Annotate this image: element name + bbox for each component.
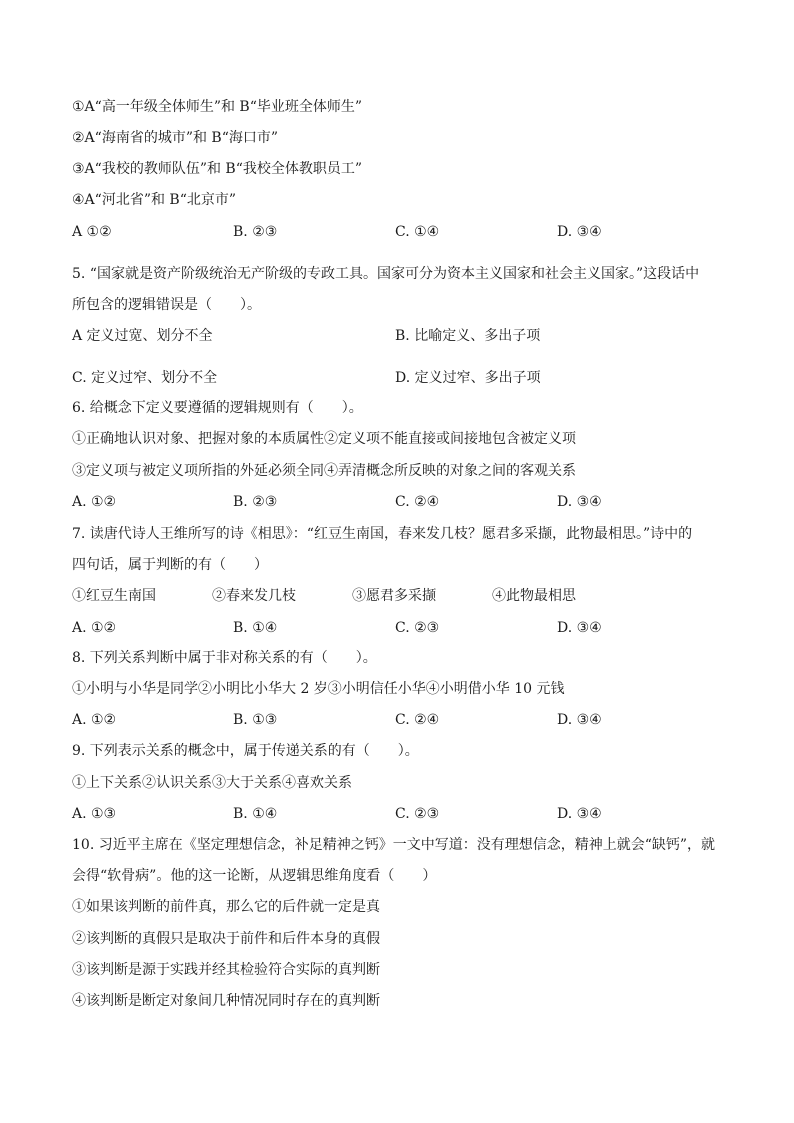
q7-item-4: ④此物最相思 <box>492 588 576 604</box>
q5-option-b[interactable]: B. 比喻定义、多出子项 <box>395 328 541 344</box>
q7-stem-line-2: 四句话，属于判断的有（ ） <box>72 557 268 573</box>
q4-option-b[interactable]: B. ②③ <box>233 224 278 240</box>
q4-item-3: ③A“我校的教师队伍”和 B“我校全体教职员工” <box>72 161 363 177</box>
q9-option-c[interactable]: C. ②③ <box>395 806 440 822</box>
q9-option-a[interactable]: A. ①③ <box>72 806 117 822</box>
q8-option-b[interactable]: B. ①③ <box>233 712 278 728</box>
q4-option-d[interactable]: D. ③④ <box>557 224 602 240</box>
q7-items <box>72 586 732 606</box>
q10-item-2: ②该判断的真假只是取决于前件和后件本身的真假 <box>72 931 380 947</box>
q6-item-line-2: ③定义项与被定义项所指的外延必须全同④弄清概念所反映的对象之间的客观关系 <box>72 463 576 479</box>
q10-stem-line-2: 会得“软骨病”。他的这一论断，从逻辑思维角度看（ ） <box>72 868 437 884</box>
q9-options <box>72 804 732 824</box>
q7-stem-line-1: 7. 读唐代诗人王维所写的诗《相思》：“红豆生南国，春来发几枝？愿君多采撷，此物最相思。”诗中的 <box>72 526 693 542</box>
q9-stem: 9. 下列表示关系的概念中，属于传递关系的有（ ）。 <box>72 743 419 759</box>
q5-option-d[interactable]: D. 定义过窄、多出子项 <box>395 370 541 386</box>
q6-option-d[interactable]: D. ③④ <box>557 494 602 510</box>
q4-item-1: ①A“高一年级全体师生”和 B“毕业班全体师生” <box>72 99 363 115</box>
q6-option-b[interactable]: B. ②③ <box>233 494 278 510</box>
q6-item-line-1: ①正确地认识对象、把握对象的本质属性②定义项不能直接或间接地包含被定义项 <box>72 431 576 447</box>
q8-option-d[interactable]: D. ③④ <box>557 712 602 728</box>
q7-option-a[interactable]: A. ①② <box>72 620 117 636</box>
q6-options <box>72 492 732 512</box>
q10-item-1: ①如果该判断的前件真，那么它的后件就一定是真 <box>72 899 380 915</box>
q4-option-c[interactable]: C. ①④ <box>395 224 440 240</box>
q5-option-c[interactable]: C. 定义过窄、划分不全 <box>72 370 218 386</box>
q7-item-3: ③愿君多采撷 <box>352 588 436 604</box>
q8-items: ①小明与小华是同学②小明比小华大 2 岁③小明信任小华④小明借小华 10 元钱 <box>72 681 565 697</box>
q8-options <box>72 710 732 730</box>
q6-option-c[interactable]: C. ②④ <box>395 494 440 510</box>
q7-option-b[interactable]: B. ①④ <box>233 620 278 636</box>
q10-stem-line-1: 10. 习近平主席在《坚定理想信念，补足精神之钙》一文中写道：没有理想信念，精神上就会“缺钙”，就 <box>72 837 716 853</box>
q7-option-d[interactable]: D. ③④ <box>557 620 602 636</box>
q4-option-a[interactable]: A ①② <box>72 224 112 240</box>
q5-options-row-2 <box>72 368 732 388</box>
q6-stem: 6. 给概念下定义要遵循的逻辑规则有（ ）。 <box>72 400 363 416</box>
q7-options <box>72 618 732 638</box>
q10-item-4: ④该判断是断定对象间几种情况同时存在的真判断 <box>72 993 380 1009</box>
q9-option-d[interactable]: D. ③④ <box>557 806 602 822</box>
q4-options <box>72 222 732 242</box>
q10-item-3: ③该判断是源于实践并经其检验符合实际的真判断 <box>72 962 380 978</box>
q5-stem-line-2: 所包含的逻辑错误是（ ）。 <box>72 297 261 313</box>
q7-item-1: ①红豆生南国 <box>72 588 156 604</box>
q5-stem-line-1: 5. “国家就是资产阶级统治无产阶级的专政工具。国家可分为资本主义国家和社会主义国家。”这段话中 <box>72 266 700 282</box>
q8-stem: 8. 下列关系判断中属于非对称关系的有（ ）。 <box>72 650 377 666</box>
q6-option-a[interactable]: A. ①② <box>72 494 117 510</box>
q7-option-c[interactable]: C. ②③ <box>395 620 440 636</box>
q9-option-b[interactable]: B. ①④ <box>233 806 278 822</box>
q4-item-4: ④A“河北省”和 B“北京市” <box>72 192 237 208</box>
q8-option-c[interactable]: C. ②④ <box>395 712 440 728</box>
q5-option-a[interactable]: A 定义过宽、划分不全 <box>72 328 213 344</box>
q7-item-2: ②春来发几枝 <box>212 588 296 604</box>
q9-items: ①上下关系②认识关系③大于关系④喜欢关系 <box>72 775 352 791</box>
q8-option-a[interactable]: A. ①② <box>72 712 117 728</box>
q5-options-row-1 <box>72 326 732 346</box>
q4-item-2: ②A“海南省的城市”和 B“海口市” <box>72 130 279 146</box>
